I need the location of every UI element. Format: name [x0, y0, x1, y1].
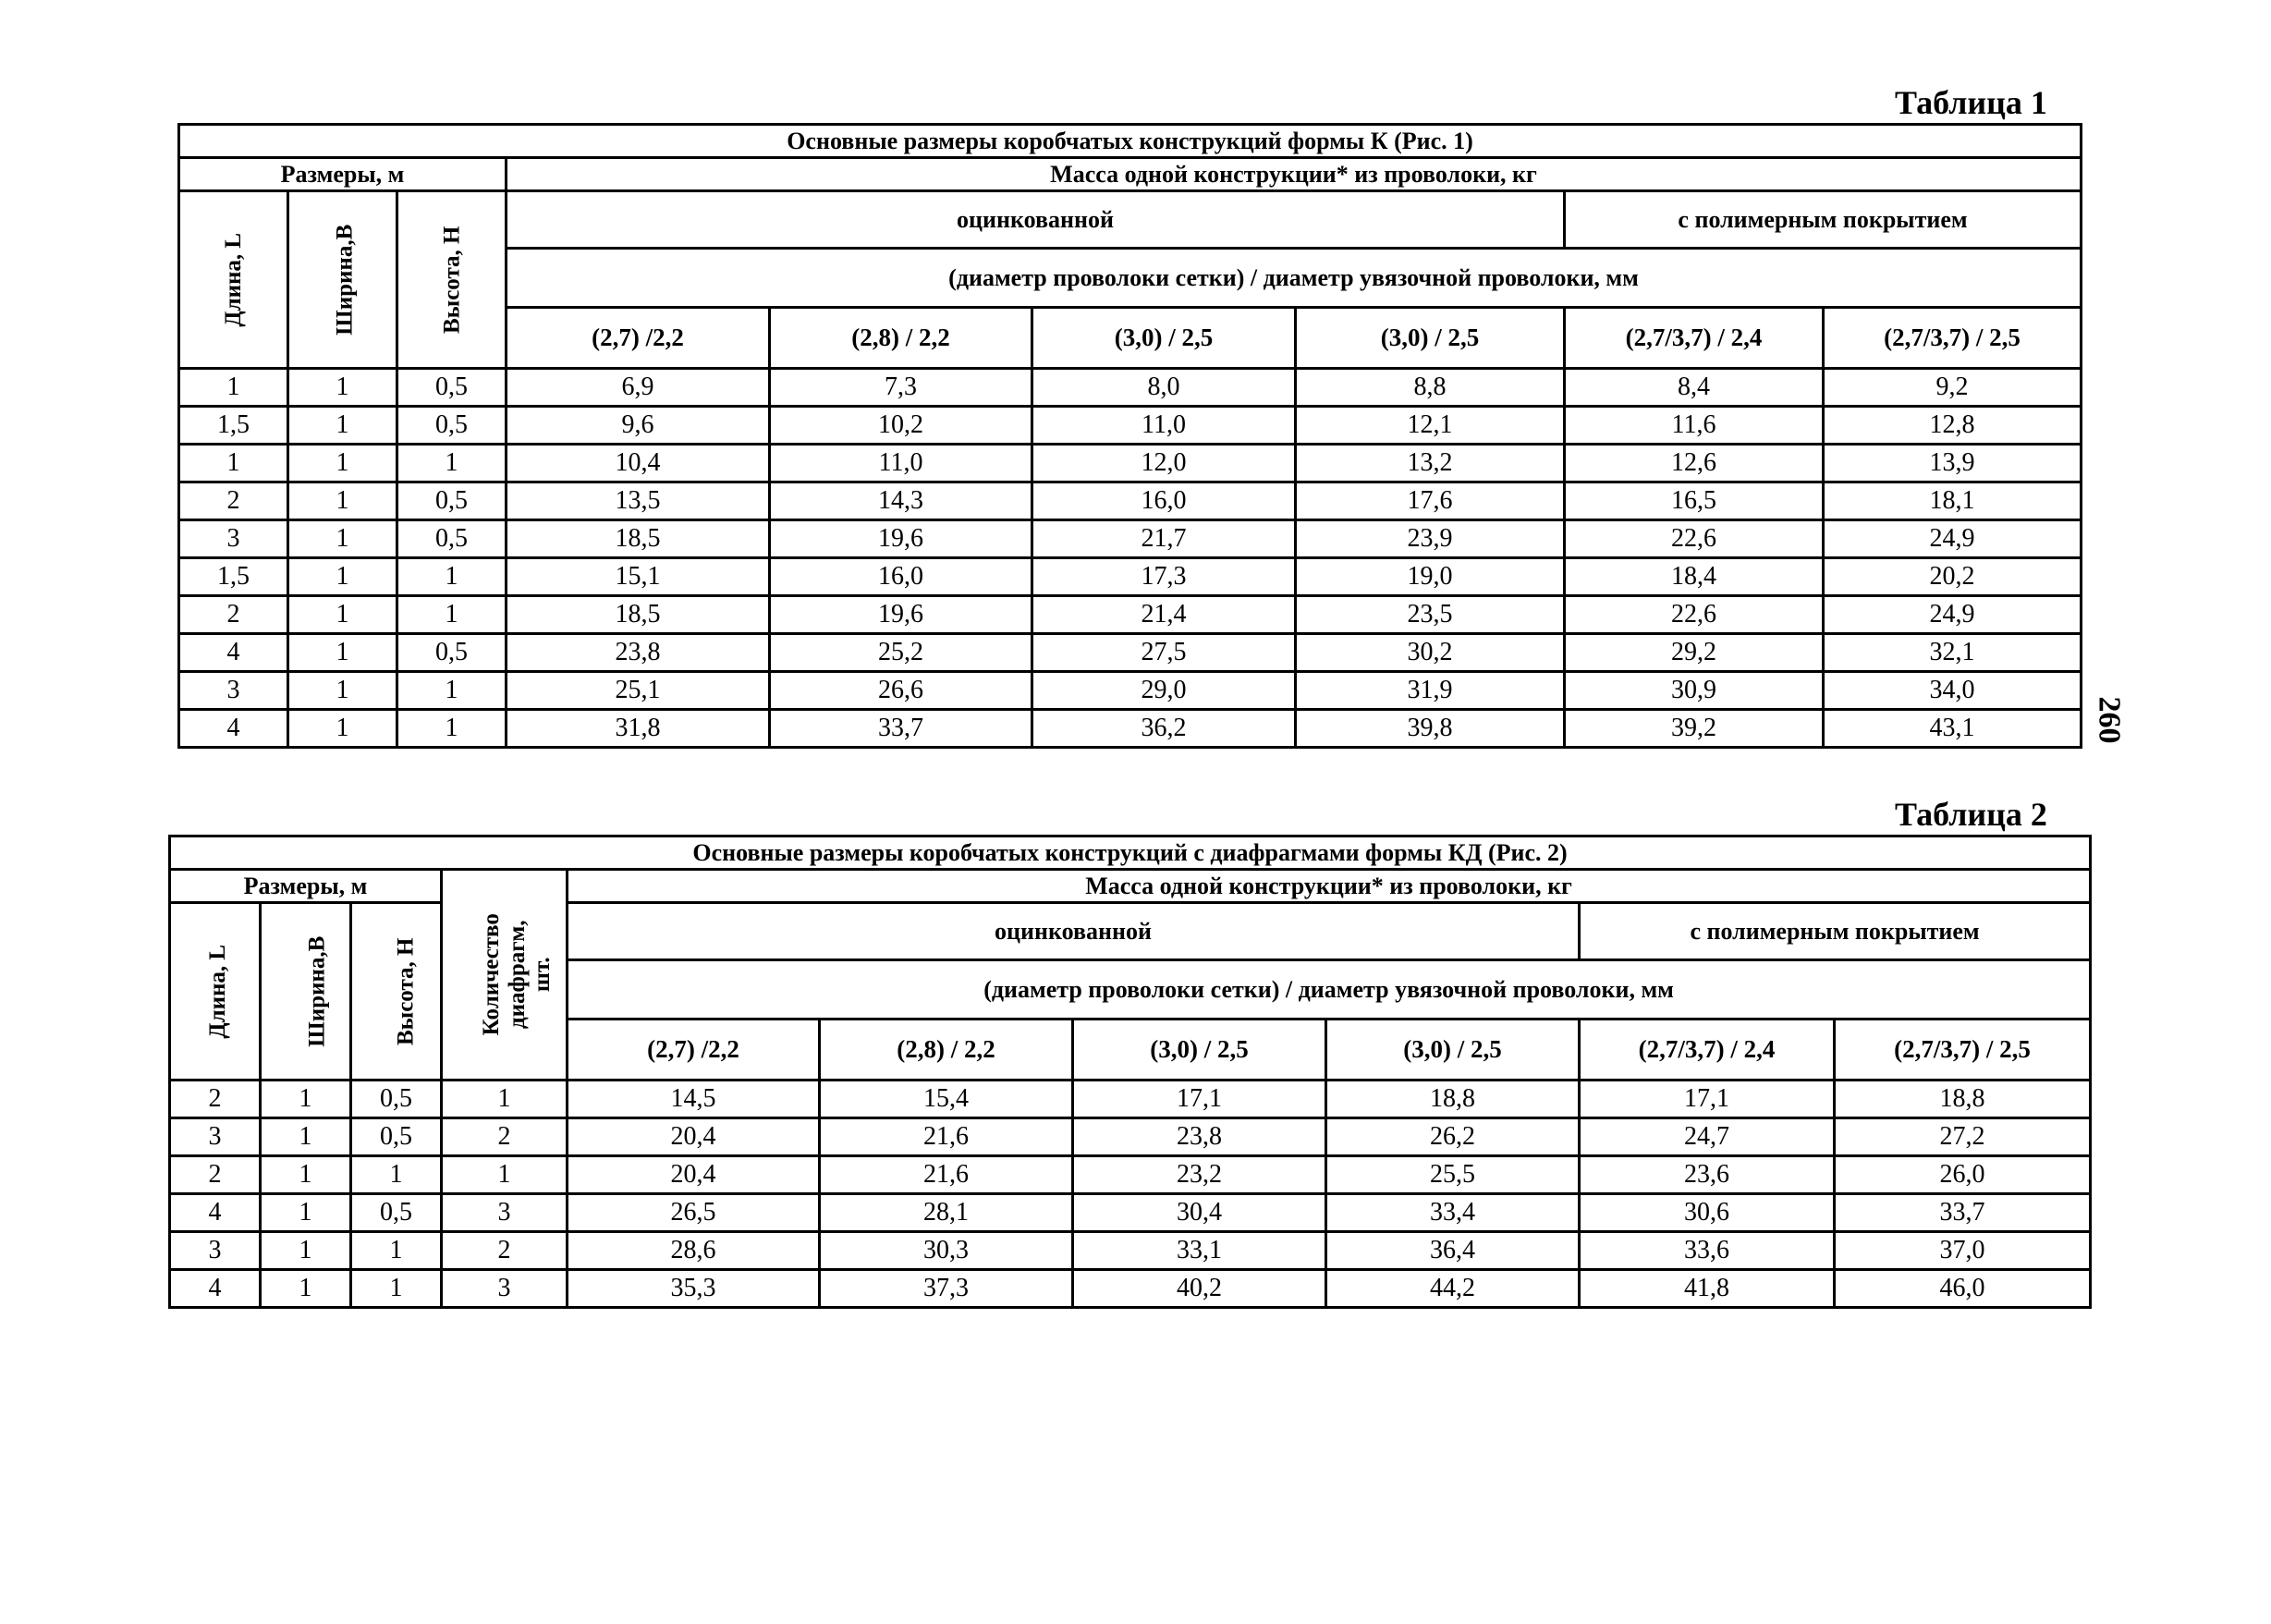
table-cell: 3: [179, 672, 288, 710]
table-cell: 10,4: [507, 445, 770, 482]
table-cell: 3: [442, 1270, 568, 1308]
table2-caption: Таблица 2: [1895, 796, 2047, 833]
table-cell: 13,9: [1824, 445, 2082, 482]
table-cell: 0,5: [397, 482, 507, 520]
table1-title: Основные размеры коробчатых конструкций формы К (Рис. 1): [179, 125, 2082, 158]
table-cell: 12,6: [1565, 445, 1824, 482]
table2-wire-header: (2,7) /2,2: [568, 1020, 820, 1081]
table-cell: 1: [261, 1194, 351, 1232]
table2-wire-header: (2,7/3,7) / 2,5: [1835, 1020, 2091, 1081]
table2: [168, 835, 2092, 1309]
table-row: [179, 407, 2082, 445]
table1-body: [179, 369, 2082, 748]
table-cell: 1: [442, 1081, 568, 1118]
table-cell: 34,0: [1824, 672, 2082, 710]
table-cell: 41,8: [1580, 1270, 1835, 1308]
table-cell: 16,5: [1565, 482, 1824, 520]
table-cell: 26,0: [1835, 1156, 2091, 1194]
table-cell: 28,1: [820, 1194, 1073, 1232]
table-cell: 33,7: [1835, 1194, 2091, 1232]
table-cell: 1: [351, 1270, 442, 1308]
table2-title: Основные размеры коробчатых конструкций с диафрагмами формы КД (Рис. 2): [170, 836, 2091, 870]
table-cell: 24,9: [1824, 520, 2082, 558]
table-cell: 1: [261, 1118, 351, 1156]
table-row: [170, 1118, 2091, 1156]
table-cell: 17,1: [1073, 1081, 1326, 1118]
table-cell: 1: [179, 369, 288, 407]
table-cell: 39,8: [1296, 710, 1565, 748]
table-cell: 36,2: [1032, 710, 1296, 748]
table-cell: 40,2: [1073, 1270, 1326, 1308]
table-cell: 1: [351, 1156, 442, 1194]
table-cell: 2: [170, 1156, 261, 1194]
table-cell: 33,6: [1580, 1232, 1835, 1270]
table-cell: 1: [179, 445, 288, 482]
table2-dim-header-height: Высота, Н: [351, 903, 442, 1081]
table-cell: 9,6: [507, 407, 770, 445]
table-cell: 4: [179, 634, 288, 672]
table2-mass-header: Масса одной конструкции* из проволоки, кг: [568, 870, 2091, 903]
table-cell: 1: [397, 445, 507, 482]
table1-wire-header: (2,7) /2,2: [507, 308, 770, 369]
table-cell: 16,0: [770, 558, 1032, 596]
table-cell: 1: [397, 672, 507, 710]
table-cell: 4: [179, 710, 288, 748]
table2-dim-header-length: Длина, L: [170, 903, 261, 1081]
table-row: [179, 634, 2082, 672]
table1-wire-header: (3,0) / 2,5: [1032, 308, 1296, 369]
table1-wire-header: (2,7/3,7) / 2,5: [1824, 308, 2082, 369]
table-cell: 1: [261, 1156, 351, 1194]
table-cell: 37,0: [1835, 1232, 2091, 1270]
table-cell: 15,1: [507, 558, 770, 596]
table-cell: 8,4: [1565, 369, 1824, 407]
page-number: 260: [2092, 696, 2127, 744]
table-cell: 21,6: [820, 1118, 1073, 1156]
table-cell: 21,4: [1032, 596, 1296, 634]
table-cell: 0,5: [351, 1118, 442, 1156]
table-cell: 33,4: [1326, 1194, 1580, 1232]
table2-galv-header: оцинкованной: [568, 903, 1580, 960]
table2-sizes-header: Размеры, м: [170, 870, 442, 903]
table2-dim-header-width: Ширина,В: [261, 903, 351, 1081]
table-row: [179, 710, 2082, 748]
table1-wire-header: (2,7/3,7) / 2,4: [1565, 308, 1824, 369]
table-cell: 0,5: [351, 1194, 442, 1232]
table-cell: 15,4: [820, 1081, 1073, 1118]
table1-wire-header: (2,8) / 2,2: [770, 308, 1032, 369]
table-cell: 22,6: [1565, 520, 1824, 558]
table-cell: 1: [442, 1156, 568, 1194]
table-cell: 35,3: [568, 1270, 820, 1308]
table-cell: 11,0: [770, 445, 1032, 482]
table-row: [179, 369, 2082, 407]
table-cell: 13,5: [507, 482, 770, 520]
table-cell: 1: [288, 672, 397, 710]
table-cell: 27,2: [1835, 1118, 2091, 1156]
table-cell: 17,6: [1296, 482, 1565, 520]
table-cell: 21,7: [1032, 520, 1296, 558]
table-cell: 1,5: [179, 558, 288, 596]
table-cell: 12,8: [1824, 407, 2082, 445]
table-cell: 12,1: [1296, 407, 1565, 445]
table-cell: 46,0: [1835, 1270, 2091, 1308]
table-cell: 44,2: [1326, 1270, 1580, 1308]
table1-sizes-header: Размеры, м: [179, 158, 507, 191]
table-cell: 19,6: [770, 520, 1032, 558]
table-cell: 10,2: [770, 407, 1032, 445]
table-row: [179, 482, 2082, 520]
table-row: [170, 1270, 2091, 1308]
table-row: [170, 1081, 2091, 1118]
table-cell: 1: [288, 407, 397, 445]
table-cell: 0,5: [397, 634, 507, 672]
table-cell: 3: [170, 1232, 261, 1270]
table-cell: 1: [261, 1232, 351, 1270]
table-cell: 18,4: [1565, 558, 1824, 596]
table-cell: 32,1: [1824, 634, 2082, 672]
table1-dim-header-length: Длина, L: [179, 191, 288, 369]
table-cell: 36,4: [1326, 1232, 1580, 1270]
table-cell: 1: [397, 596, 507, 634]
table1: [177, 123, 2082, 749]
table-cell: 18,5: [507, 520, 770, 558]
table-cell: 4: [170, 1270, 261, 1308]
table-cell: 31,8: [507, 710, 770, 748]
table-cell: 1: [288, 710, 397, 748]
table2-wire-header: (3,0) / 2,5: [1073, 1020, 1326, 1081]
table-cell: 39,2: [1565, 710, 1824, 748]
table2-body: [170, 1081, 2091, 1308]
table-cell: 11,0: [1032, 407, 1296, 445]
table-cell: 30,9: [1565, 672, 1824, 710]
table-cell: 7,3: [770, 369, 1032, 407]
table-cell: 25,1: [507, 672, 770, 710]
table-cell: 30,3: [820, 1232, 1073, 1270]
table-cell: 1: [288, 482, 397, 520]
table1-mass-header: Масса одной конструкции* из проволоки, кг: [507, 158, 2082, 191]
table-cell: 23,8: [1073, 1118, 1326, 1156]
table-cell: 17,1: [1580, 1081, 1835, 1118]
table-cell: 33,7: [770, 710, 1032, 748]
table-cell: 1: [288, 445, 397, 482]
table-cell: 23,8: [507, 634, 770, 672]
table-cell: 12,0: [1032, 445, 1296, 482]
table-cell: 22,6: [1565, 596, 1824, 634]
table-cell: 18,8: [1326, 1081, 1580, 1118]
table1-diam-header: (диаметр проволоки сетки) / диаметр увязочной проволоки, мм: [507, 249, 2082, 308]
table-cell: 1: [288, 520, 397, 558]
table-cell: 2: [442, 1232, 568, 1270]
table-cell: 37,3: [820, 1270, 1073, 1308]
table-cell: 6,9: [507, 369, 770, 407]
table-cell: 25,5: [1326, 1156, 1580, 1194]
table-cell: 1: [288, 596, 397, 634]
table-cell: 1: [397, 710, 507, 748]
table-cell: 18,1: [1824, 482, 2082, 520]
table-cell: 0,5: [397, 407, 507, 445]
table-cell: 30,2: [1296, 634, 1565, 672]
table-cell: 20,4: [568, 1118, 820, 1156]
table-cell: 14,5: [568, 1081, 820, 1118]
table2-diam-header: (диаметр проволоки сетки) / диаметр увязочной проволоки, мм: [568, 960, 2091, 1020]
table-cell: 1: [261, 1081, 351, 1118]
table-row: [170, 1194, 2091, 1232]
table-cell: 1: [288, 369, 397, 407]
table-cell: 3: [442, 1194, 568, 1232]
table-cell: 26,6: [770, 672, 1032, 710]
table-cell: 27,5: [1032, 634, 1296, 672]
table-cell: 26,5: [568, 1194, 820, 1232]
table-cell: 19,6: [770, 596, 1032, 634]
table-cell: 21,6: [820, 1156, 1073, 1194]
table-cell: 23,5: [1296, 596, 1565, 634]
table2-wire-header: (2,8) / 2,2: [820, 1020, 1073, 1081]
table1-caption: Таблица 1: [1895, 84, 2047, 121]
table-cell: 20,2: [1824, 558, 2082, 596]
table-cell: 29,2: [1565, 634, 1824, 672]
table-cell: 19,0: [1296, 558, 1565, 596]
table-cell: 1: [351, 1232, 442, 1270]
table-cell: 8,0: [1032, 369, 1296, 407]
table-cell: 17,3: [1032, 558, 1296, 596]
table-cell: 26,2: [1326, 1118, 1580, 1156]
table2-wire-header: (3,0) / 2,5: [1326, 1020, 1580, 1081]
table-row: [179, 672, 2082, 710]
table1-wire-header: (3,0) / 2,5: [1296, 308, 1565, 369]
table-cell: 20,4: [568, 1156, 820, 1194]
table-cell: 0,5: [397, 369, 507, 407]
table-cell: 31,9: [1296, 672, 1565, 710]
table-cell: 4: [170, 1194, 261, 1232]
table2-count-header: Количество диафрагм, шт.: [442, 870, 568, 1081]
table-cell: 9,2: [1824, 369, 2082, 407]
table-cell: 23,9: [1296, 520, 1565, 558]
table-cell: 33,1: [1073, 1232, 1326, 1270]
table-cell: 2: [442, 1118, 568, 1156]
table-cell: 30,4: [1073, 1194, 1326, 1232]
table-cell: 8,8: [1296, 369, 1565, 407]
table-cell: 43,1: [1824, 710, 2082, 748]
table1-galv-header: оцинкованной: [507, 191, 1565, 249]
table1-poly-header: с полимерным покрытием: [1565, 191, 2082, 249]
table-cell: 0,5: [397, 520, 507, 558]
table-cell: 18,8: [1835, 1081, 2091, 1118]
table-cell: 25,2: [770, 634, 1032, 672]
table-cell: 3: [179, 520, 288, 558]
table-cell: 30,6: [1580, 1194, 1835, 1232]
table-cell: 1,5: [179, 407, 288, 445]
table-cell: 1: [288, 558, 397, 596]
table-cell: 13,2: [1296, 445, 1565, 482]
table-cell: 18,5: [507, 596, 770, 634]
table-cell: 1: [288, 634, 397, 672]
table2-poly-header: с полимерным покрытием: [1580, 903, 2091, 960]
table-row: [170, 1156, 2091, 1194]
table-cell: 2: [179, 482, 288, 520]
table-cell: 29,0: [1032, 672, 1296, 710]
table1-dim-header-width: Ширина,В: [288, 191, 397, 369]
table-cell: 14,3: [770, 482, 1032, 520]
table-cell: 23,2: [1073, 1156, 1326, 1194]
table-cell: 11,6: [1565, 407, 1824, 445]
table-row: [179, 596, 2082, 634]
table1-dim-header-height: Высота, Н: [397, 191, 507, 369]
table-cell: 2: [170, 1081, 261, 1118]
table-cell: 28,6: [568, 1232, 820, 1270]
table-cell: 1: [397, 558, 507, 596]
table-cell: 2: [179, 596, 288, 634]
table-row: [179, 445, 2082, 482]
table2-wire-header: (2,7/3,7) / 2,4: [1580, 1020, 1835, 1081]
table-cell: 23,6: [1580, 1156, 1835, 1194]
table-cell: 1: [261, 1270, 351, 1308]
table-cell: 3: [170, 1118, 261, 1156]
table-row: [179, 520, 2082, 558]
table-cell: 0,5: [351, 1081, 442, 1118]
table-row: [179, 558, 2082, 596]
table-cell: 24,7: [1580, 1118, 1835, 1156]
table-row: [170, 1232, 2091, 1270]
table-cell: 24,9: [1824, 596, 2082, 634]
table-cell: 16,0: [1032, 482, 1296, 520]
